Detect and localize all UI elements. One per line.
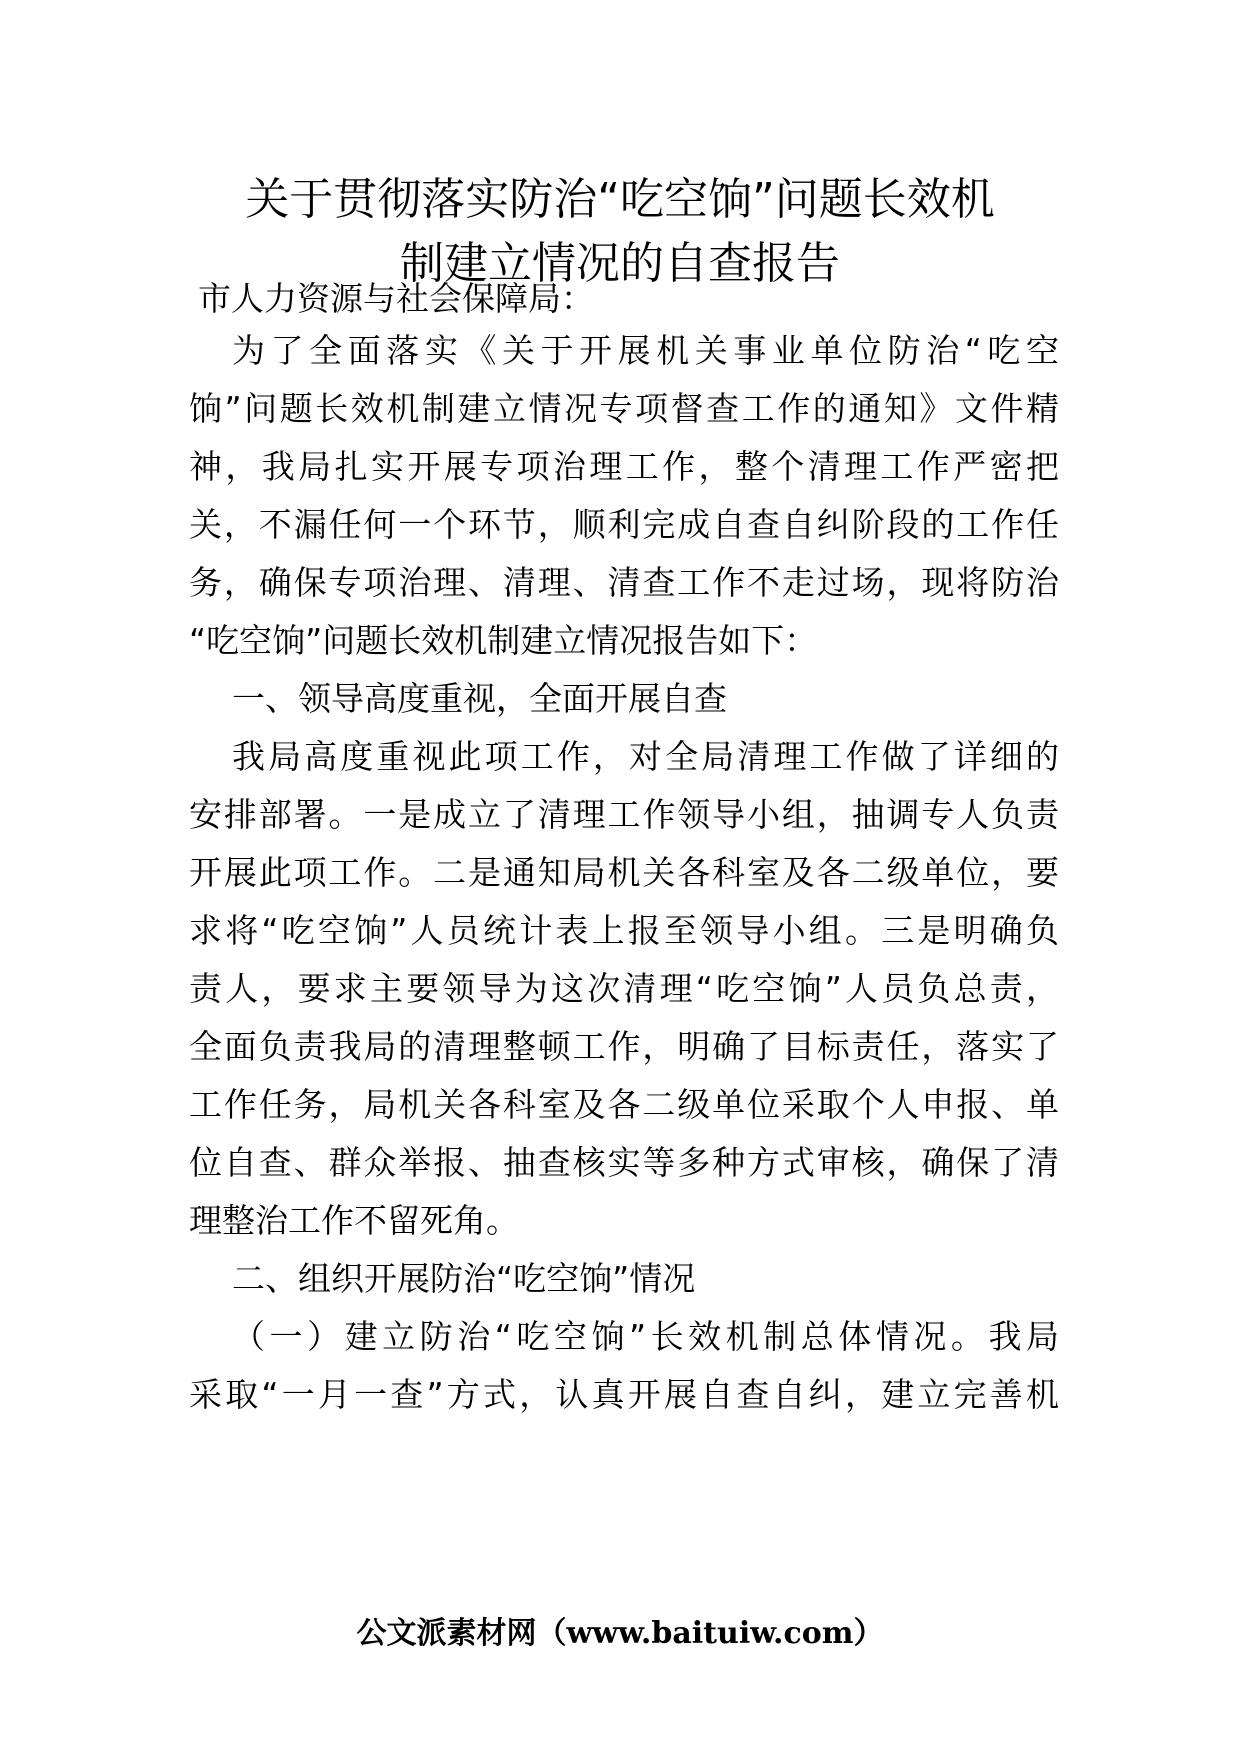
body-line: “吃空饷”问题长效机制建立情况报告如下： [189, 621, 818, 660]
body-line: 采取“一月一查”方式，认真开展自查自纠，建立完善机 [189, 1375, 1059, 1414]
section-heading-1: 一、领导高度重视，全面开展自查 [232, 679, 727, 718]
body-line: 求将“吃空饷”人员统计表上报至领导小组。三是明确负 [189, 911, 1059, 950]
body-line: 我局高度重视此项工作，对全局清理工作做了详细的 [232, 737, 1059, 776]
document-title-line-2: 制建立情况的自查报告 [400, 238, 840, 289]
body-line: 责人，要求主要领导为这次清理“吃空饷”人员负总责， [189, 969, 1059, 1008]
document-title-line-1: 关于贯彻落实防治“吃空饷”问题长效机 [245, 174, 995, 225]
body-line: （一）建立防治“吃空饷”长效机制总体情况。我局 [232, 1317, 1059, 1356]
salutation: 市人力资源与社会保障局： [198, 279, 594, 318]
body-line: 工作任务，局机关各科室及各二级单位采取个人申报、单 [189, 1085, 1059, 1124]
section-heading-2: 二、组织开展防治“吃空饷”情况 [232, 1259, 696, 1298]
body-line: 为了全面落实《关于开展机关事业单位防治“吃空 [232, 331, 1059, 370]
body-line: 理整治工作不留死角。 [189, 1201, 519, 1240]
footer-watermark: 公文派素材网（www.baituiw.com） [356, 1616, 884, 1651]
body-line: 饷”问题长效机制建立情况专项督查工作的通知》文件精 [189, 389, 1059, 428]
body-line: 安排部署。一是成立了清理工作领导小组，抽调专人负责 [189, 795, 1059, 834]
body-line: 务，确保专项治理、清理、清查工作不走过场，现将防治 [189, 563, 1059, 602]
body-line: 神，我局扎实开展专项治理工作，整个清理工作严密把 [189, 447, 1059, 486]
body-line: 位自查、群众举报、抽查核实等多种方式审核，确保了清 [189, 1143, 1059, 1182]
body-line: 全面负责我局的清理整顿工作，明确了目标责任，落实了 [189, 1027, 1059, 1066]
body-line: 开展此项工作。二是通知局机关各科室及各二级单位，要 [189, 853, 1059, 892]
body-line: 关，不漏任何一个环节，顺利完成自查自纠阶段的工作任 [189, 505, 1059, 544]
